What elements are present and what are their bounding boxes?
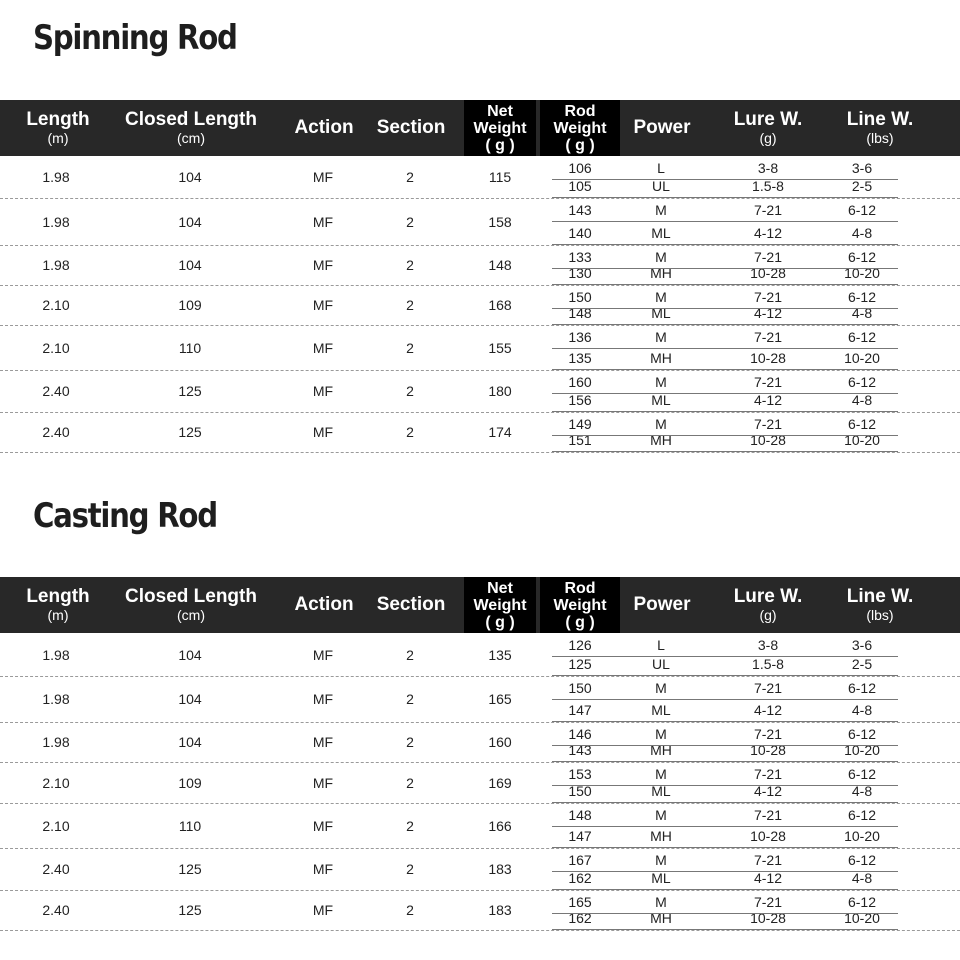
- sub-row: [552, 825, 898, 847]
- header-closed-length-unit: (cm): [177, 129, 205, 146]
- table-row: [0, 156, 552, 198]
- cell-action: MF: [312, 424, 334, 440]
- cell-net: 169: [488, 774, 512, 791]
- cell-power: M: [655, 329, 667, 345]
- header-action: [282, 577, 366, 633]
- table-row: [0, 370, 552, 412]
- cell-length: 1.98: [42, 734, 70, 750]
- sub-row-divider: [552, 411, 898, 412]
- cell-lure-weight: 7-21: [753, 329, 783, 345]
- header-closed-length: [104, 577, 278, 633]
- cell-lure-weight: 7-21: [753, 202, 783, 218]
- header-section-label: Section: [376, 117, 446, 138]
- cell-line-weight: 4-8: [851, 870, 873, 886]
- cell-line-weight: 10-20: [844, 742, 880, 758]
- header-section: [366, 577, 456, 633]
- header-lure-weight: [716, 577, 820, 633]
- sub-row-divider: [552, 308, 898, 309]
- cell-power: M: [655, 289, 667, 305]
- cell-rod-weight: 125: [568, 656, 592, 672]
- cell-rod-weight: 150: [568, 680, 592, 696]
- cell-power: MH: [650, 828, 672, 844]
- cell-lure-weight: 7-21: [753, 766, 783, 782]
- cell-rod-weight: 133: [568, 249, 592, 265]
- cell-power: M: [655, 852, 667, 868]
- sub-row-divider: [552, 197, 898, 198]
- table-row: [0, 285, 552, 325]
- header-line-weight: [826, 100, 934, 156]
- cell-lure-weight: 10-28: [750, 432, 786, 448]
- cell-line-weight: 10-20: [844, 432, 880, 448]
- sub-row-divider: [552, 847, 898, 848]
- cell-rod-weight: 162: [568, 870, 592, 886]
- cell-rod-weight: 160: [568, 374, 592, 390]
- cell-length: 2.40: [42, 861, 70, 877]
- cell-rod-weight: 162: [568, 910, 592, 926]
- cell-section: 2: [406, 817, 414, 834]
- cell-section: 2: [406, 339, 414, 356]
- sub-row: [552, 199, 898, 221]
- sub-row-divider: [552, 179, 898, 180]
- table-header: [0, 100, 960, 156]
- row-divider: [0, 452, 960, 453]
- cell-power: MH: [650, 265, 672, 281]
- cell-power: M: [655, 202, 667, 218]
- sub-row-divider: [552, 369, 898, 370]
- cell-length: 2.10: [42, 817, 70, 834]
- header-rod-weight-line: Rod: [564, 579, 596, 597]
- cell-action: MF: [312, 646, 334, 663]
- header-lure-weight-unit: (g): [759, 129, 777, 146]
- header-net-weight-line: Net: [487, 579, 513, 597]
- cell-line-weight: 6-12: [847, 289, 877, 305]
- sub-row: [552, 347, 898, 369]
- sub-row-divider: [552, 913, 898, 914]
- cell-section: 2: [406, 297, 414, 313]
- cell-net: 183: [488, 902, 512, 918]
- cell-section: 2: [406, 424, 414, 440]
- table-row: [0, 633, 552, 676]
- table-row: [0, 198, 552, 245]
- header-net-weight: [464, 100, 536, 156]
- cell-lure-weight: 7-21: [753, 894, 783, 910]
- cell-action: MF: [312, 213, 334, 230]
- cell-section: 2: [406, 383, 414, 399]
- cell-line-weight: 10-20: [844, 828, 880, 844]
- cell-rod-weight: 143: [568, 202, 592, 218]
- cell-rod-weight: 156: [568, 392, 592, 408]
- header-net-weight-line: Weight: [473, 119, 527, 137]
- cell-lure-weight: 7-21: [753, 807, 783, 823]
- header-closed-length-label: Closed Length: [125, 585, 257, 607]
- cell-line-weight: 4-8: [851, 225, 873, 241]
- cell-action: MF: [312, 169, 334, 185]
- cell-closed: 104: [178, 646, 202, 663]
- cell-line-weight: 6-12: [847, 894, 877, 910]
- cell-section: 2: [406, 257, 414, 273]
- sub-row-divider: [552, 221, 898, 222]
- cell-power: ML: [651, 225, 671, 241]
- sub-row-divider: [552, 451, 898, 452]
- cell-net: 155: [488, 339, 512, 356]
- cell-action: MF: [312, 734, 334, 750]
- header-line-weight-label: Line W.: [846, 108, 914, 130]
- cell-line-weight: 10-20: [844, 265, 880, 281]
- sub-row-divider: [552, 675, 898, 676]
- cell-length: 2.40: [42, 424, 70, 440]
- cell-lure-weight: 4-12: [753, 783, 783, 799]
- sub-row-divider: [552, 871, 898, 872]
- cell-line-weight: 6-12: [847, 329, 877, 345]
- cell-rod-weight: 165: [568, 894, 592, 910]
- cell-section: 2: [406, 734, 414, 750]
- sub-row-divider: [552, 929, 898, 930]
- cell-closed: 104: [178, 257, 202, 273]
- cell-closed: 109: [178, 297, 202, 313]
- cell-power: M: [655, 680, 667, 696]
- header-length-unit: (m): [47, 606, 69, 623]
- cell-length: 1.98: [42, 257, 70, 273]
- sub-row-divider: [552, 785, 898, 786]
- cell-rod-weight: 143: [568, 742, 592, 758]
- sub-row: [552, 780, 898, 802]
- cell-rod-weight: 147: [568, 828, 592, 844]
- cell-power: MH: [650, 742, 672, 758]
- cell-lure-weight: 10-28: [750, 742, 786, 758]
- cell-length: 2.40: [42, 383, 70, 399]
- header-power: [620, 100, 704, 156]
- cell-rod-weight: 146: [568, 726, 592, 742]
- cell-closed: 104: [178, 734, 202, 750]
- header-rod-weight: [540, 577, 620, 633]
- cell-lure-weight: 4-12: [753, 702, 783, 718]
- cell-section: 2: [406, 213, 414, 230]
- table-row: [0, 803, 552, 848]
- cell-lure-weight: 3-8: [757, 160, 779, 176]
- cell-lure-weight: 1.5-8: [752, 656, 784, 672]
- sub-row: [552, 907, 898, 929]
- section-title: Casting Rod: [33, 496, 217, 536]
- cell-power: MH: [650, 910, 672, 926]
- cell-power: ML: [651, 305, 671, 321]
- cell-net: 165: [488, 691, 512, 707]
- header-length-unit: (m): [47, 129, 69, 146]
- cell-rod-weight: 148: [568, 807, 592, 823]
- table-row: [0, 325, 552, 370]
- cell-length: 2.10: [42, 297, 70, 313]
- header-net-weight-line: Net: [487, 102, 513, 120]
- table-row: [0, 245, 552, 285]
- header-line-weight-unit: (lbs): [866, 129, 894, 146]
- header-lure-weight: [716, 100, 820, 156]
- header-rod-weight: [540, 100, 620, 156]
- cell-line-weight: 2-5: [851, 656, 873, 672]
- cell-closed: 125: [178, 424, 202, 440]
- table-row: [0, 762, 552, 803]
- header-rod-weight-line: ( g ): [565, 136, 595, 154]
- cell-net: 166: [488, 817, 512, 834]
- table-row: [0, 676, 552, 722]
- cell-line-weight: 4-8: [851, 783, 873, 799]
- cell-closed: 110: [178, 339, 202, 356]
- cell-line-weight: 3-6: [851, 637, 873, 653]
- cell-net: 148: [488, 257, 512, 273]
- cell-lure-weight: 7-21: [753, 249, 783, 265]
- sub-row-divider: [552, 284, 898, 285]
- cell-rod-weight: 153: [568, 766, 592, 782]
- sub-row: [552, 677, 898, 699]
- cell-lure-weight: 7-21: [753, 726, 783, 742]
- table-row: [0, 722, 552, 762]
- cell-closed: 110: [178, 817, 202, 834]
- cell-length: 1.98: [42, 691, 70, 707]
- cell-lure-weight: 4-12: [753, 392, 783, 408]
- row-divider: [0, 930, 960, 931]
- cell-length: 2.10: [42, 774, 70, 791]
- header-length-label: Length: [26, 108, 90, 130]
- cell-power: ML: [651, 392, 671, 408]
- cell-lure-weight: 10-28: [750, 350, 786, 366]
- cell-power: M: [655, 766, 667, 782]
- sub-row-divider: [552, 435, 898, 436]
- cell-net: 158: [488, 213, 512, 230]
- cell-closed: 125: [178, 902, 202, 918]
- sub-row: [552, 326, 898, 348]
- header-length: [0, 100, 116, 156]
- cell-section: 2: [406, 646, 414, 663]
- sub-row: [552, 699, 898, 721]
- header-action: [282, 100, 366, 156]
- cell-power: M: [655, 726, 667, 742]
- cell-action: MF: [312, 774, 334, 791]
- cell-rod-weight: 147: [568, 702, 592, 718]
- cell-rod-weight: 130: [568, 265, 592, 281]
- header-line-weight: [826, 577, 934, 633]
- header-net-weight-line: ( g ): [485, 136, 515, 154]
- header-power-label: Power: [633, 117, 691, 138]
- sub-row-divider: [552, 761, 898, 762]
- cell-length: 1.98: [42, 213, 70, 230]
- cell-power: UL: [652, 656, 670, 672]
- sub-row-divider: [552, 721, 898, 722]
- header-section: [366, 100, 456, 156]
- cell-section: 2: [406, 169, 414, 185]
- header-length: [0, 577, 116, 633]
- cell-length: 2.40: [42, 902, 70, 918]
- header-rod-weight-line: Weight: [553, 119, 607, 137]
- header-rod-weight-line: ( g ): [565, 613, 595, 631]
- cell-line-weight: 4-8: [851, 392, 873, 408]
- cell-action: MF: [312, 861, 334, 877]
- sub-row-divider: [552, 324, 898, 325]
- sub-row: [552, 302, 898, 324]
- cell-rod-weight: 140: [568, 225, 592, 241]
- header-power: [620, 577, 704, 633]
- sub-row-divider: [552, 889, 898, 890]
- cell-action: MF: [312, 297, 334, 313]
- cell-line-weight: 10-20: [844, 910, 880, 926]
- cell-rod-weight: 126: [568, 637, 592, 653]
- header-action-label: Action: [294, 594, 354, 615]
- header-closed-length: [104, 100, 278, 156]
- cell-power: ML: [651, 870, 671, 886]
- cell-lure-weight: 3-8: [757, 637, 779, 653]
- cell-action: MF: [312, 902, 334, 918]
- header-rod-weight-line: Weight: [553, 596, 607, 614]
- cell-closed: 104: [178, 691, 202, 707]
- cell-lure-weight: 10-28: [750, 828, 786, 844]
- cell-action: MF: [312, 257, 334, 273]
- cell-line-weight: 3-6: [851, 160, 873, 176]
- cell-net: 168: [488, 297, 512, 313]
- cell-lure-weight: 4-12: [753, 305, 783, 321]
- cell-lure-weight: 7-21: [753, 374, 783, 390]
- table-row: [0, 890, 552, 930]
- sub-row-divider: [552, 244, 898, 245]
- cell-net: 160: [488, 734, 512, 750]
- sub-row: [552, 804, 898, 826]
- cell-line-weight: 6-12: [847, 852, 877, 868]
- cell-line-weight: 6-12: [847, 374, 877, 390]
- cell-rod-weight: 149: [568, 416, 592, 432]
- cell-lure-weight: 7-21: [753, 852, 783, 868]
- sub-row: [552, 222, 898, 244]
- cell-line-weight: 6-12: [847, 249, 877, 265]
- cell-lure-weight: 4-12: [753, 225, 783, 241]
- header-power-label: Power: [633, 594, 691, 615]
- header-lure-weight-unit: (g): [759, 606, 777, 623]
- cell-closed: 125: [178, 383, 202, 399]
- cell-line-weight: 6-12: [847, 416, 877, 432]
- sub-row-divider: [552, 745, 898, 746]
- cell-lure-weight: 7-21: [753, 680, 783, 696]
- header-action-label: Action: [294, 117, 354, 138]
- header-section-label: Section: [376, 594, 446, 615]
- sub-row-divider: [552, 348, 898, 349]
- header-closed-length-label: Closed Length: [125, 108, 257, 130]
- cell-closed: 104: [178, 169, 202, 185]
- header-length-label: Length: [26, 585, 90, 607]
- cell-section: 2: [406, 902, 414, 918]
- cell-net: 180: [488, 383, 512, 399]
- cell-power: ML: [651, 702, 671, 718]
- cell-power: M: [655, 249, 667, 265]
- cell-section: 2: [406, 691, 414, 707]
- cell-power: M: [655, 416, 667, 432]
- header-net-weight-line: ( g ): [485, 613, 515, 631]
- cell-power: L: [657, 637, 665, 653]
- cell-rod-weight: 148: [568, 305, 592, 321]
- sub-row-divider: [552, 393, 898, 394]
- sub-row: [552, 429, 898, 451]
- cell-action: MF: [312, 691, 334, 707]
- section-title: Spinning Rod: [33, 18, 237, 58]
- sub-row-divider: [552, 268, 898, 269]
- header-line-weight-label: Line W.: [846, 585, 914, 607]
- cell-lure-weight: 7-21: [753, 289, 783, 305]
- cell-rod-weight: 167: [568, 852, 592, 868]
- cell-power: UL: [652, 178, 670, 194]
- header-lure-weight-label: Lure W.: [733, 108, 803, 130]
- cell-power: M: [655, 374, 667, 390]
- sub-row-divider: [552, 699, 898, 700]
- cell-net: 135: [488, 646, 512, 663]
- table-header: [0, 577, 960, 633]
- cell-line-weight: 10-20: [844, 350, 880, 366]
- cell-rod-weight: 151: [568, 432, 592, 448]
- cell-action: MF: [312, 817, 334, 834]
- header-lure-weight-label: Lure W.: [733, 585, 803, 607]
- header-rod-weight-line: Rod: [564, 102, 596, 120]
- cell-line-weight: 2-5: [851, 178, 873, 194]
- header-line-weight-unit: (lbs): [866, 606, 894, 623]
- cell-lure-weight: 10-28: [750, 265, 786, 281]
- cell-rod-weight: 136: [568, 329, 592, 345]
- cell-lure-weight: 4-12: [753, 870, 783, 886]
- cell-closed: 104: [178, 213, 202, 230]
- cell-line-weight: 6-12: [847, 807, 877, 823]
- cell-section: 2: [406, 774, 414, 791]
- cell-line-weight: 6-12: [847, 766, 877, 782]
- cell-rod-weight: 106: [568, 160, 592, 176]
- cell-rod-weight: 135: [568, 350, 592, 366]
- cell-action: MF: [312, 339, 334, 356]
- cell-closed: 125: [178, 861, 202, 877]
- cell-power: MH: [650, 432, 672, 448]
- sub-row: [552, 739, 898, 761]
- cell-rod-weight: 150: [568, 289, 592, 305]
- cell-net: 174: [488, 424, 512, 440]
- cell-net: 183: [488, 861, 512, 877]
- cell-rod-weight: 105: [568, 178, 592, 194]
- header-closed-length-unit: (cm): [177, 606, 205, 623]
- cell-power: M: [655, 894, 667, 910]
- cell-section: 2: [406, 861, 414, 877]
- sub-row-divider: [552, 656, 898, 657]
- cell-power: ML: [651, 783, 671, 799]
- cell-net: 115: [488, 169, 512, 185]
- cell-lure-weight: 10-28: [750, 910, 786, 926]
- header-net-weight-line: Weight: [473, 596, 527, 614]
- cell-length: 2.10: [42, 339, 70, 356]
- cell-line-weight: 4-8: [851, 305, 873, 321]
- cell-power: M: [655, 807, 667, 823]
- cell-action: MF: [312, 383, 334, 399]
- table-row: [0, 848, 552, 890]
- cell-line-weight: 6-12: [847, 726, 877, 742]
- cell-line-weight: 6-12: [847, 680, 877, 696]
- cell-line-weight: 6-12: [847, 202, 877, 218]
- cell-lure-weight: 1.5-8: [752, 178, 784, 194]
- sub-row-divider: [552, 826, 898, 827]
- cell-length: 1.98: [42, 646, 70, 663]
- sub-row-divider: [552, 802, 898, 803]
- cell-lure-weight: 7-21: [753, 416, 783, 432]
- sub-row: [552, 262, 898, 284]
- cell-closed: 109: [178, 774, 202, 791]
- cell-length: 1.98: [42, 169, 70, 185]
- cell-line-weight: 4-8: [851, 702, 873, 718]
- cell-rod-weight: 150: [568, 783, 592, 799]
- cell-power: L: [657, 160, 665, 176]
- header-net-weight: [464, 577, 536, 633]
- cell-power: MH: [650, 350, 672, 366]
- table-row: [0, 412, 552, 452]
